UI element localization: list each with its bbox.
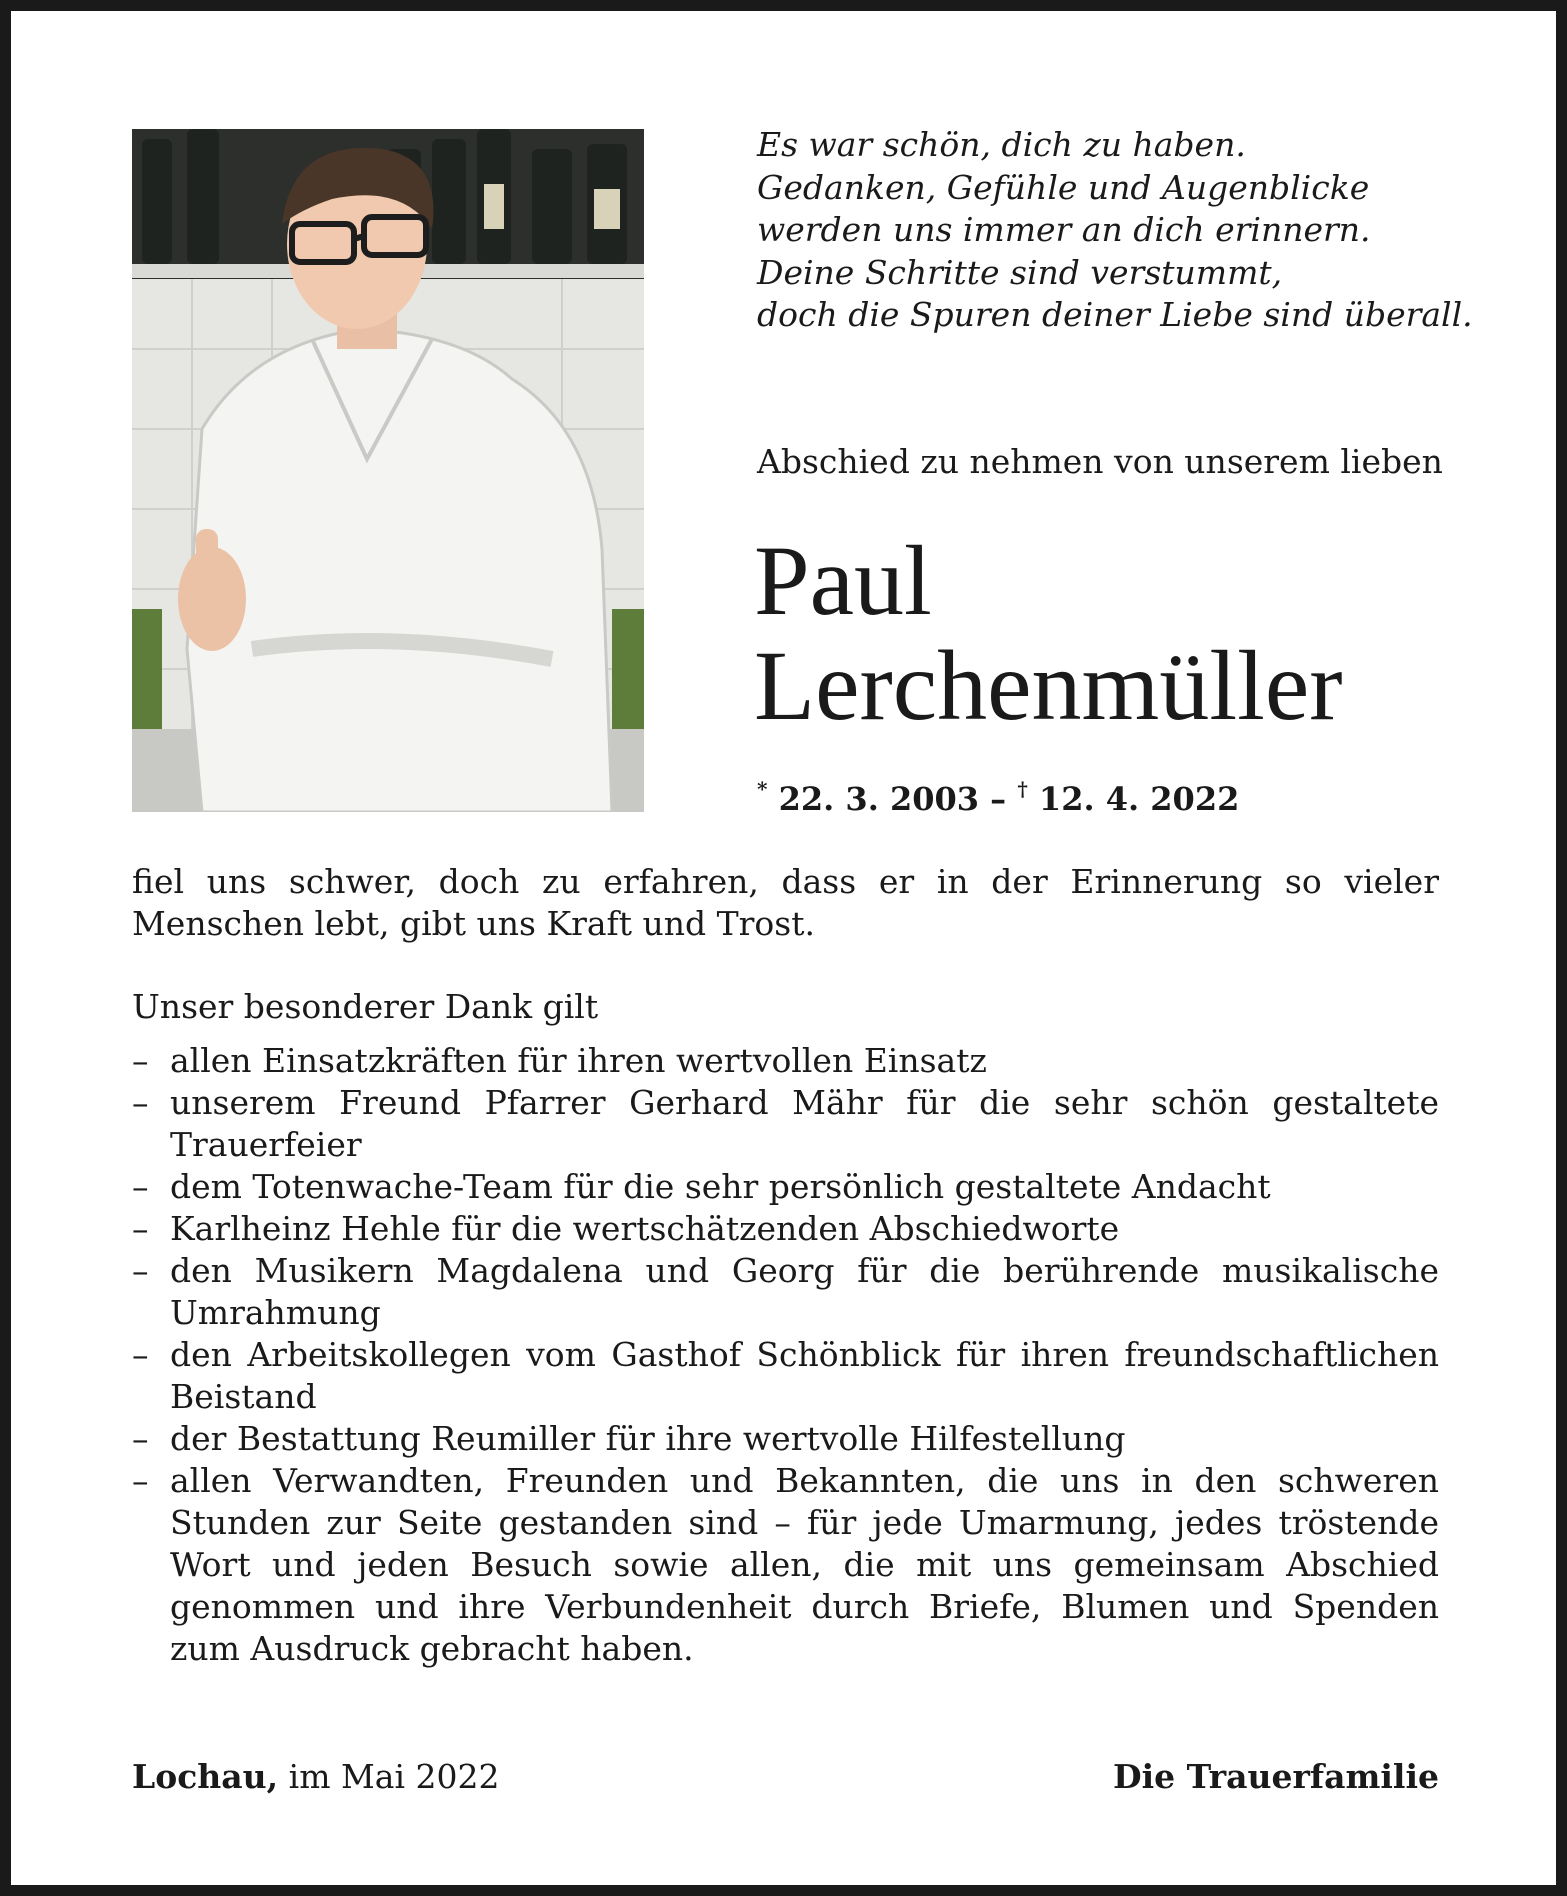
list-item <box>132 1082 1439 1166</box>
poem-line: Deine Schritte sind verstummt, <box>757 252 1283 292</box>
list-item-text: allen Einsatzkräften für ihren wertvollen Einsatz <box>170 1041 987 1080</box>
list-item <box>132 1460 1439 1670</box>
birth-date: 22. 3. 2003 <box>778 780 980 818</box>
bullet-dash: – <box>132 1461 149 1500</box>
list-item <box>132 1208 1439 1250</box>
bullet-dash: – <box>132 1335 149 1374</box>
list-item-text: den Musikern Magdalena und Georg für die berührende musikalische Umrahmung <box>170 1251 1439 1332</box>
bullet-dash: – <box>132 1209 149 1248</box>
list-item-text: dem Totenwache-Team für die sehr persönlich gestaltete Andacht <box>170 1167 1271 1206</box>
notice-date: im Mai 2022 <box>278 1757 500 1796</box>
deceased-name <box>754 525 1343 741</box>
poem-line: Gedanken, Gefühle und Augenblicke <box>757 167 1370 207</box>
bullet-dash: – <box>132 1041 149 1080</box>
bullet-dash: – <box>132 1251 149 1290</box>
list-item-text: der Bestattung Reumiller für ihre wertvolle Hilfestellung <box>170 1419 1126 1458</box>
poem-line: werden uns immer an dich erinnern. <box>757 210 1371 249</box>
memorial-poem <box>757 124 1477 337</box>
list-item <box>132 1418 1439 1460</box>
list-item <box>132 1040 1439 1082</box>
thanks-heading: Unser besonderer Dank gilt <box>132 987 599 1026</box>
life-dates <box>757 777 1239 818</box>
thanks-list <box>132 1040 1439 1670</box>
bullet-dash: – <box>132 1167 149 1206</box>
last-name: Lerchenmüller <box>754 630 1343 741</box>
place-name: Lochau, <box>132 1757 279 1796</box>
farewell-intro: Abschied zu nehmen von unserem lieben <box>757 442 1443 481</box>
poem-line: Es war schön, dich zu haben. <box>757 125 1246 164</box>
death-date: 12. 4. 2022 <box>1038 780 1240 818</box>
list-item-text: Karlheinz Hehle für die wertschätzenden Abschiedworte <box>170 1209 1120 1248</box>
death-symbol: † <box>1017 777 1028 801</box>
body-paragraph: fiel uns schwer, doch zu erfahren, dass er in der Erinnerung so vieler Menschen lebt, gibt uns Kraft und Trost. <box>132 862 1439 943</box>
list-item <box>132 1334 1439 1418</box>
bullet-dash: – <box>132 1419 149 1458</box>
bullet-dash: – <box>132 1083 149 1122</box>
list-item <box>132 1250 1439 1334</box>
date-separator: – <box>990 780 1007 818</box>
list-item-text: unserem Freund Pfarrer Gerhard Mähr für die sehr schön gestaltete Trauerfeier <box>170 1083 1439 1164</box>
place-and-date <box>132 1755 500 1799</box>
birth-symbol: * <box>757 777 768 801</box>
first-name: Paul <box>754 525 932 636</box>
list-item-text: den Arbeitskollegen vom Gasthof Schönblick für ihren freundschaftlichen Beistand <box>170 1335 1439 1416</box>
portrait-photo <box>132 129 644 812</box>
list-item-text: allen Verwandten, Freunden und Bekannten, die uns in den schweren Stunden zur Seite gestanden sind – für jede Umarmung, jedes tröstende Wort und jeden Besuch sowie allen, die mit uns gemeinsam Abschied genommen und ihre Verbundenheit durch Briefe, Blumen und Spenden zum Ausdruck gebracht haben. <box>170 1461 1439 1668</box>
footer <box>132 1755 1439 1799</box>
poem-line: doch die Spuren deiner Liebe sind überall. <box>757 295 1473 334</box>
signature: Die Trauerfamilie <box>1112 1757 1439 1796</box>
list-item <box>132 1166 1439 1208</box>
